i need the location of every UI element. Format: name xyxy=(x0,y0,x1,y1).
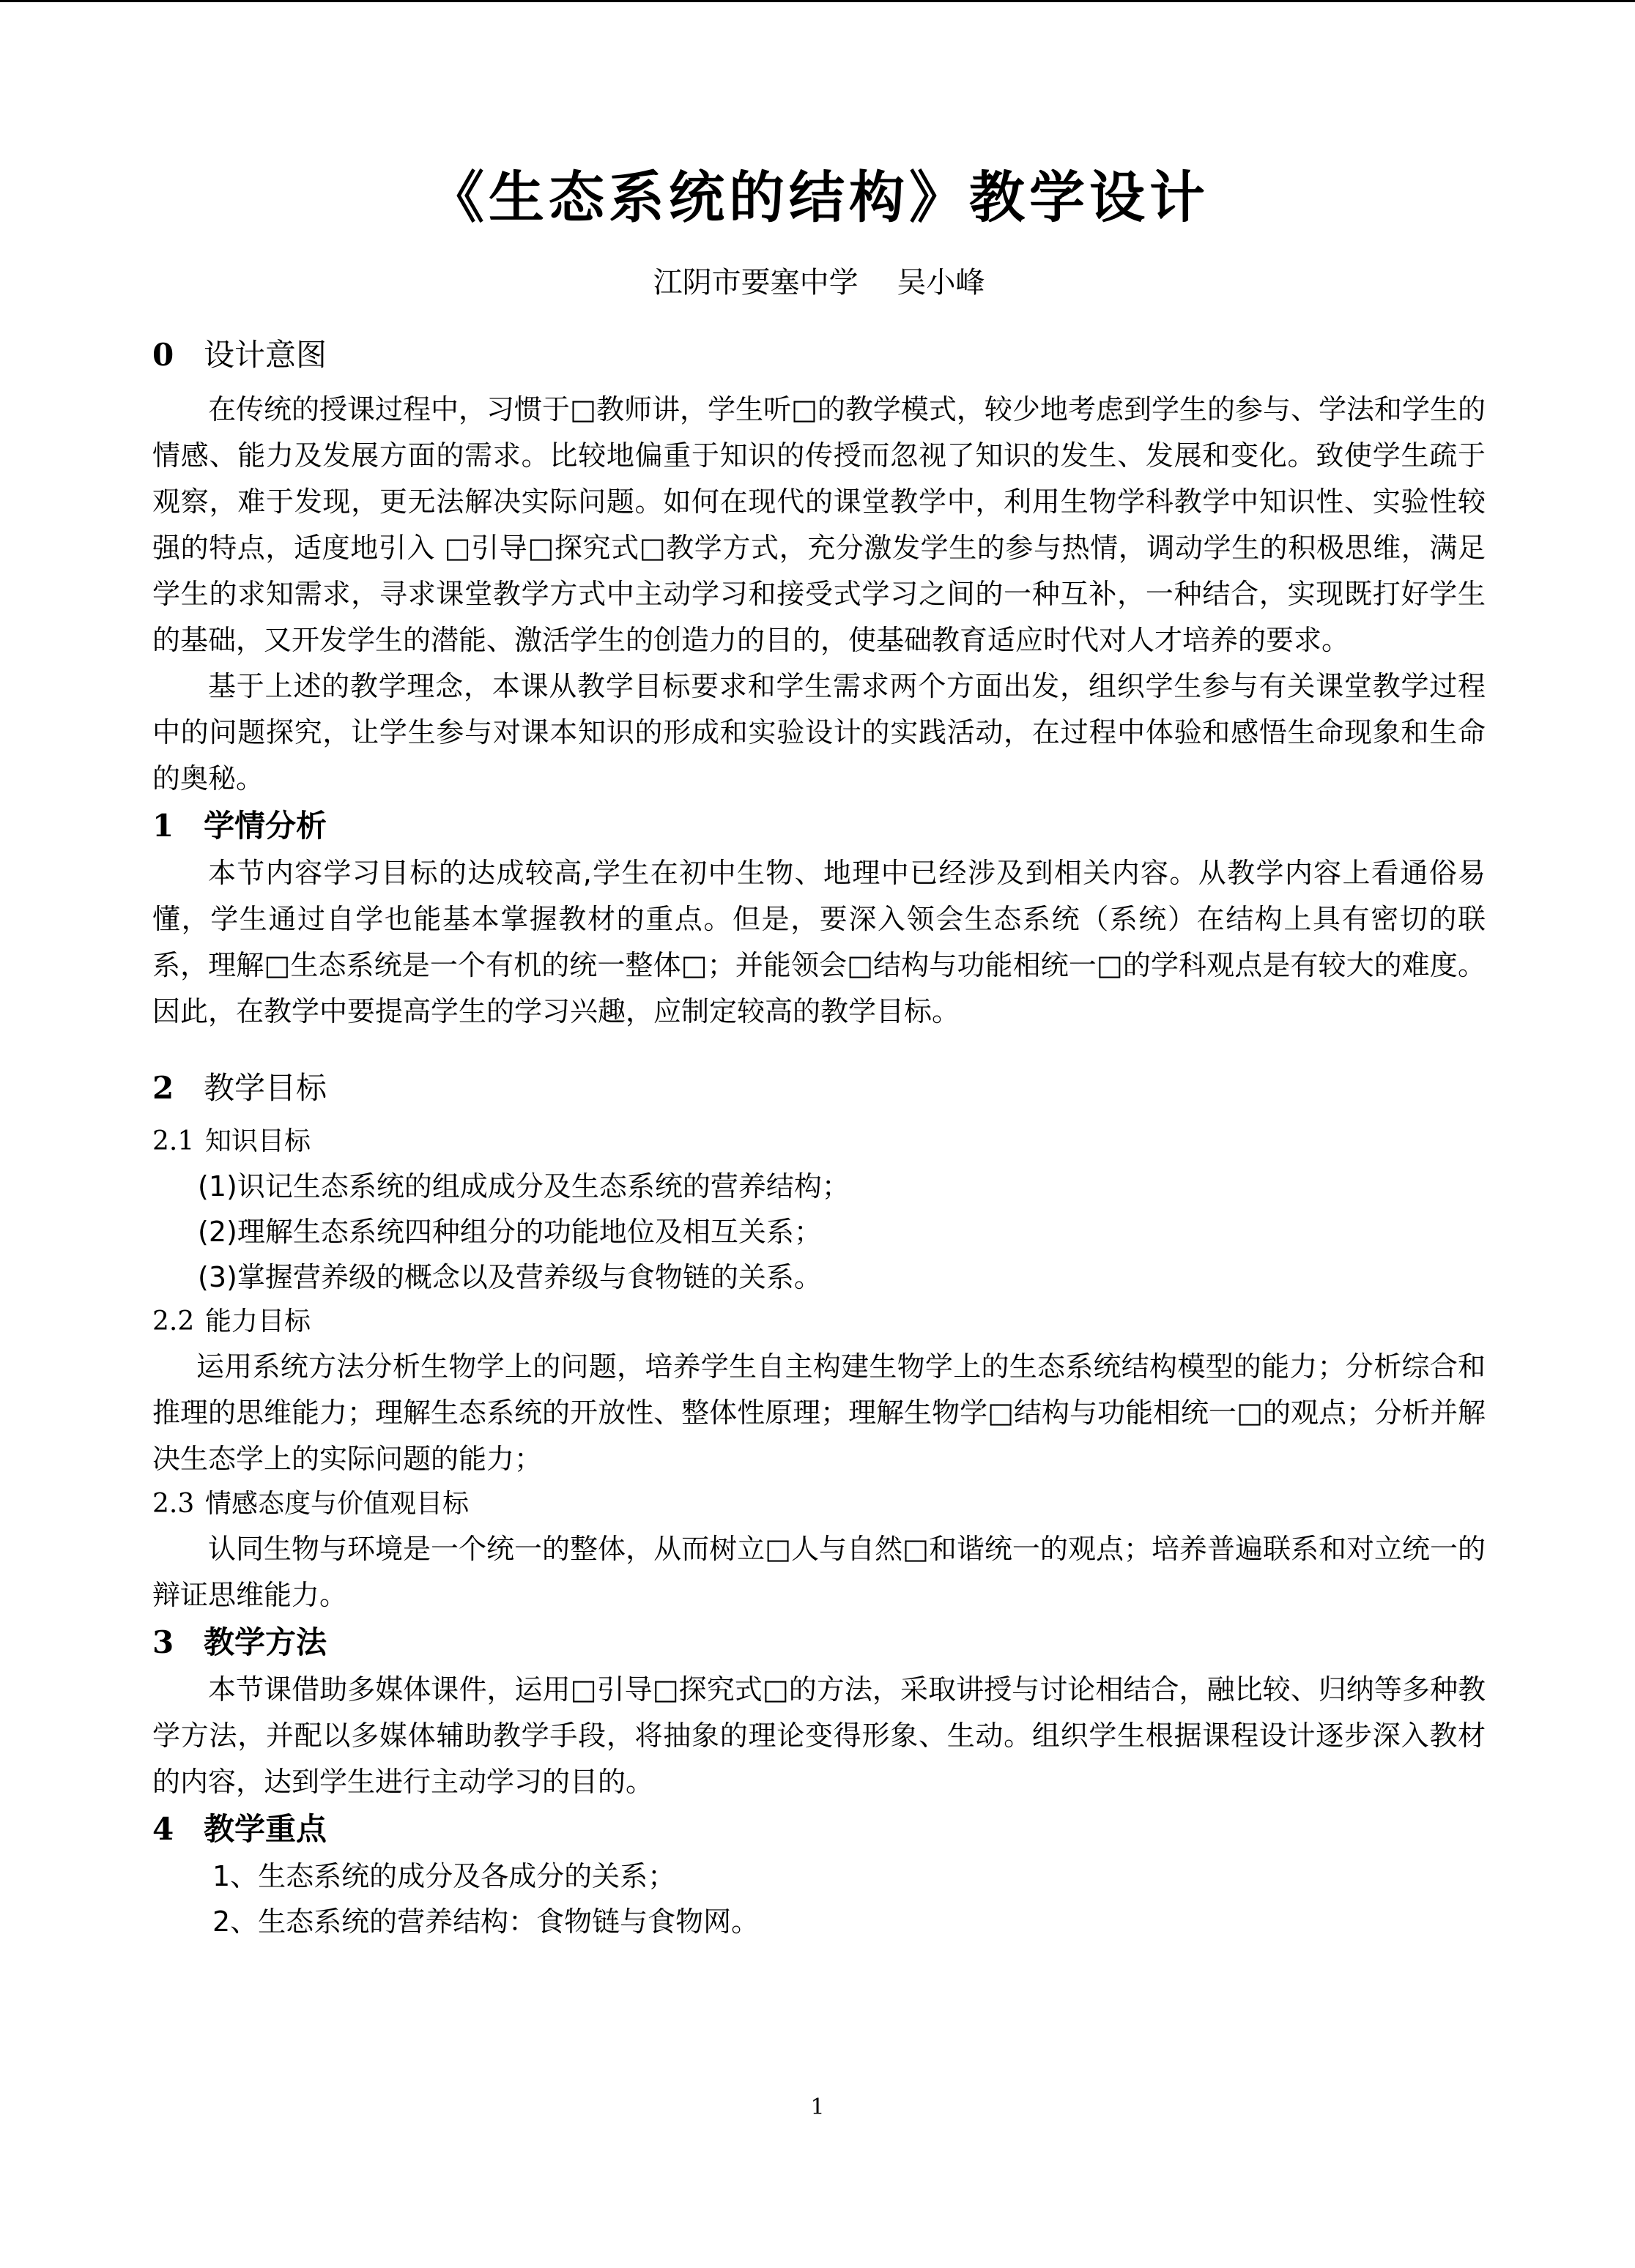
list-item: (2)理解生态系统四种组分的功能地位及相互关系； xyxy=(198,1216,822,1248)
subsection-heading-2-3 xyxy=(152,1482,1486,1526)
subsection-heading-2-2 xyxy=(152,1300,1486,1344)
subsection-title: 能力目标 xyxy=(205,1306,311,1336)
subsection-number: 2.3 xyxy=(152,1489,195,1519)
section-title: 设计意图 xyxy=(204,337,327,373)
paragraph: 本节内容学习目标的达成较高,学生在初中生物、地理中已经涉及到相关内容。从教学内容上看通俗易懂，学生通过自学也能基本掌握教材的重点。但是，要深入领会生态系统（系统）在结构上具有密切的联系，理解□生态系统是一个有机的统一整体□；并能领会□结构与功能相统一□的学科观点是有较大的难度。因此，在教学中要提高学生的学习兴趣，应制定较高的教学目标。 xyxy=(152,857,1486,1027)
subsection-heading-2-1 xyxy=(152,1120,1486,1164)
author-line: 江阴市要塞中学 吴小峰 xyxy=(653,266,985,300)
subsection-number: 2.1 xyxy=(152,1126,195,1156)
subsection-title: 知识目标 xyxy=(205,1126,311,1156)
paragraph: 基于上述的教学理念，本课从教学目标要求和学生需求两个方面出发，组织学生参与有关课堂教学过程中的问题探究，让学生参与对课本知识的形成和实验设计的实践活动，在过程中体验和感悟生命现象和生命的奥秘。 xyxy=(152,670,1486,795)
page-number: 1 xyxy=(810,2094,825,2120)
section-heading-2 xyxy=(152,1064,1486,1112)
section-heading-1 xyxy=(152,802,1486,850)
section-number: 3 xyxy=(152,1624,174,1660)
subsection-number: 2.2 xyxy=(152,1306,195,1336)
top-rule xyxy=(0,0,1635,2)
section-number: 0 xyxy=(152,337,174,373)
section-number: 4 xyxy=(152,1811,174,1847)
section-number: 1 xyxy=(152,808,174,844)
document-title: 《生态系统的结构》教学设计 xyxy=(429,165,1209,230)
section-heading-4 xyxy=(152,1805,1486,1854)
list-item: 1、生态系统的成分及各成分的关系； xyxy=(212,1860,676,1892)
document-page xyxy=(152,161,1486,1944)
section-title: 教学目标 xyxy=(204,1070,327,1106)
paragraph: 认同生物与环境是一个统一的整体，从而树立□人与自然□和谐统一的观点；培养普遍联系和对立统一的辩证思维能力。 xyxy=(152,1533,1486,1611)
section-title: 教学方法 xyxy=(204,1624,327,1660)
list-item: (3)掌握营养级的概念以及营养级与食物链的关系。 xyxy=(198,1261,822,1293)
section-number: 2 xyxy=(152,1070,174,1106)
section-heading-0 xyxy=(152,331,1486,379)
section-title: 教学重点 xyxy=(204,1811,327,1847)
list-item: 2、生态系统的营养结构：食物链与食物网。 xyxy=(212,1906,760,1938)
section-title: 学情分析 xyxy=(204,808,327,844)
paragraph: 在传统的授课过程中，习惯于□教师讲，学生听□的教学模式，较少地考虑到学生的参与、学法和学生的情感、能力及发展方面的需求。比较地偏重于知识的传授而忽视了知识的发生、发展和变化。致使学生疏于观察，难于发现，更无法解决实际问题。如何在现代的课堂教学中，利用生物学科教学中知识性、实验性较强的特点，适度地引入 □引导□探究式□教学方式，充分激发学生的参与热情，调动学生的积极思维，满足学生的求知需求，寻求课堂教学方式中主动学习和接受式学习之间的一种互补，一种结合，实现既打好学生的基础，又开发学生的潜能、激活学生的创造力的目的，使基础教育适应时代对人才培养的要求。 xyxy=(152,393,1486,656)
section-heading-3 xyxy=(152,1618,1486,1667)
subsection-title: 情感态度与价值观目标 xyxy=(205,1489,470,1519)
paragraph: 运用系统方法分析生物学上的问题，培养学生自主构建生物学上的生态系统结构模型的能力；分析综合和推理的思维能力；理解生态系统的开放性、整体性原理；理解生物学□结构与功能相统一□的观点；分析并解决生态学上的实际问题的能力； xyxy=(152,1350,1486,1475)
list-item: (1)识记生态系统的组成成分及生态系统的营养结构； xyxy=(198,1170,850,1202)
paragraph: 本节课借助多媒体课件，运用□引导□探究式□的方法，采取讲授与讨论相结合，融比较、归纳等多种教学方法，并配以多媒体辅助教学手段，将抽象的理论变得形象、生动。组织学生根据课程设计逐步深入教材的内容，达到学生进行主动学习的目的。 xyxy=(152,1673,1486,1798)
